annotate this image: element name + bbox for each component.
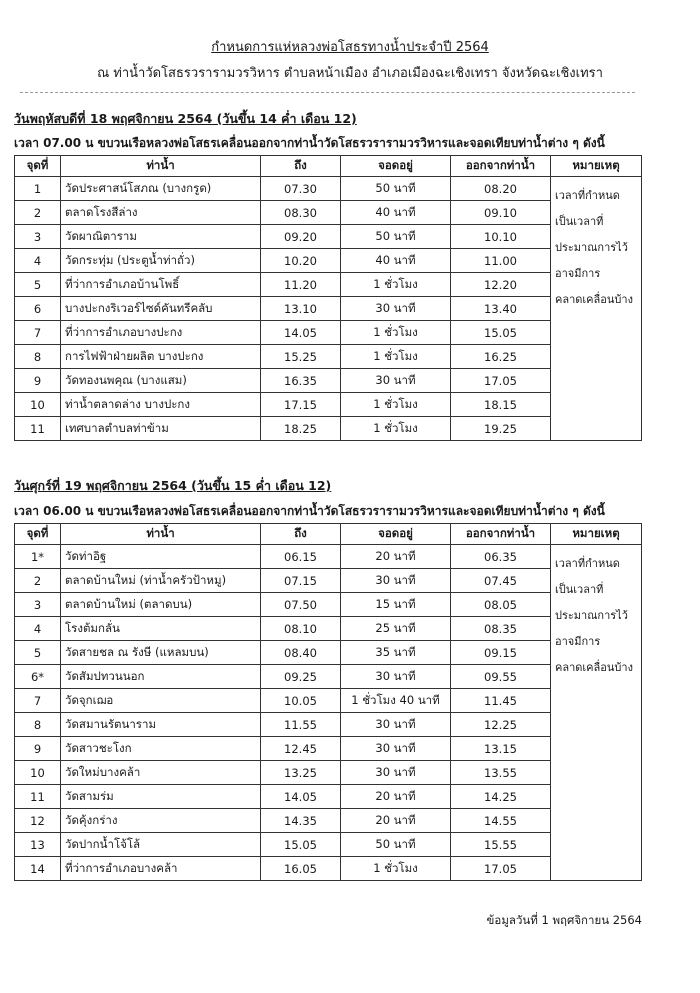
table-cell: ท่าน้ำตลาดล่าง บางปะกง bbox=[61, 393, 261, 417]
table-header-row bbox=[15, 524, 642, 545]
table-row bbox=[15, 569, 642, 593]
table-cell: 14.05 bbox=[261, 785, 341, 809]
table-row bbox=[15, 201, 642, 225]
table-cell: 10 bbox=[15, 761, 61, 785]
table-cell: วัดสาวชะโงก bbox=[61, 737, 261, 761]
table-cell: วัดประศาสน์โสภณ (บางกรูด) bbox=[61, 177, 261, 201]
table-cell: 13.10 bbox=[261, 297, 341, 321]
table-cell: วัดทองนพคุณ (บางแสม) bbox=[61, 369, 261, 393]
table-cell: 10 bbox=[15, 393, 61, 417]
table-cell: 09.25 bbox=[261, 665, 341, 689]
table-row bbox=[15, 857, 642, 881]
table-cell: 30 นาที bbox=[341, 761, 451, 785]
table-cell: 15 นาที bbox=[341, 593, 451, 617]
table-row bbox=[15, 369, 642, 393]
table-cell: 06.15 bbox=[261, 545, 341, 569]
table-cell: 13.25 bbox=[261, 761, 341, 785]
table-cell: 1 ชั่วโมง bbox=[341, 393, 451, 417]
table-cell: วัดสามร่ม bbox=[61, 785, 261, 809]
table-cell: 11.55 bbox=[261, 713, 341, 737]
table-cell: 9 bbox=[15, 369, 61, 393]
remark-line: อาจมีการ bbox=[555, 267, 601, 280]
table-cell: 11.45 bbox=[451, 689, 551, 713]
table-cell: 9 bbox=[15, 737, 61, 761]
column-header: ท่าน้ำ bbox=[61, 156, 261, 177]
table-cell: 1 ชั่วโมง bbox=[341, 273, 451, 297]
table-cell: 50 นาที bbox=[341, 225, 451, 249]
table-cell: 50 นาที bbox=[341, 833, 451, 857]
day2-intro: เวลา 06.00 น ขบวนเรือหลวงพ่อโสธรเคลื่อนออกจากท่าน้ำวัดโสธรวรารามวรวิหารและจอดเทียบท่าน้ำต่าง ๆ ดังนี้ bbox=[14, 504, 605, 518]
table-cell: 1 ชั่วโมง bbox=[341, 857, 451, 881]
table-cell: 35 นาที bbox=[341, 641, 451, 665]
table-cell: 11.00 bbox=[451, 249, 551, 273]
remark-line: ประมาณการไว้ bbox=[555, 241, 628, 254]
column-header: หมายเหตุ bbox=[551, 156, 642, 177]
table-cell: 07.15 bbox=[261, 569, 341, 593]
table-cell: ตลาดโรงสีล่าง bbox=[61, 201, 261, 225]
table-cell: 30 นาที bbox=[341, 369, 451, 393]
table-cell: 5 bbox=[15, 641, 61, 665]
table-cell: เทศบาลตำบลท่าข้าม bbox=[61, 417, 261, 441]
remark-line: อาจมีการ bbox=[555, 635, 601, 648]
table-header-row bbox=[15, 156, 642, 177]
column-header: จุดที่ bbox=[15, 524, 61, 545]
table-row bbox=[15, 393, 642, 417]
table-cell: 1 ชั่วโมง bbox=[341, 321, 451, 345]
column-header: ออกจากท่าน้ำ bbox=[451, 156, 551, 177]
column-header: ท่าน้ำ bbox=[61, 524, 261, 545]
table-row bbox=[15, 617, 642, 641]
table-cell: ที่ว่าการอำเภอบางปะกง bbox=[61, 321, 261, 345]
table-cell: 11 bbox=[15, 417, 61, 441]
table-cell: 09.10 bbox=[451, 201, 551, 225]
table-cell: 16.35 bbox=[261, 369, 341, 393]
table-cell: วัดใหม่บางคล้า bbox=[61, 761, 261, 785]
table-cell: 08.05 bbox=[451, 593, 551, 617]
table-row bbox=[15, 665, 642, 689]
remark-line: เวลาที่กำหนด bbox=[555, 557, 620, 570]
remark-line: คลาดเคลื่อนบ้าง bbox=[555, 661, 633, 674]
table-cell: 12 bbox=[15, 809, 61, 833]
table-row bbox=[15, 177, 642, 201]
table-row bbox=[15, 249, 642, 273]
table-cell: ตลาดบ้านใหม่ (ตลาดบน) bbox=[61, 593, 261, 617]
table-cell: 6 bbox=[15, 297, 61, 321]
table-row bbox=[15, 321, 642, 345]
table-row bbox=[15, 593, 642, 617]
table-cell: วัดสัมปทวนนอก bbox=[61, 665, 261, 689]
table-cell: 6* bbox=[15, 665, 61, 689]
day1-schedule-table bbox=[14, 155, 642, 441]
table-cell: ที่ว่าการอำเภอบางคล้า bbox=[61, 857, 261, 881]
table-cell: 11 bbox=[15, 785, 61, 809]
table-cell: 8 bbox=[15, 713, 61, 737]
table-cell: 08.35 bbox=[451, 617, 551, 641]
column-header: จอดอยู่ bbox=[341, 156, 451, 177]
table-cell: 15.05 bbox=[451, 321, 551, 345]
table-cell: 1 bbox=[15, 177, 61, 201]
table-row bbox=[15, 225, 642, 249]
table-cell: 20 นาที bbox=[341, 809, 451, 833]
table-cell: 1 ชั่วโมง bbox=[341, 417, 451, 441]
day2-heading: วันศุกร์ที่ 19 พฤศจิกายน 2564 (วันขึ้น 15 ค่ำ เดือน 12) bbox=[14, 478, 332, 493]
table-cell: วัดสายชล ณ รังษี (แหลมบน) bbox=[61, 641, 261, 665]
table-cell: วัดกระทุ่ม (ประตูน้ำท่าถั่ว) bbox=[61, 249, 261, 273]
table-cell: 3 bbox=[15, 593, 61, 617]
table-cell: วัดคุ้งกร่าง bbox=[61, 809, 261, 833]
table-cell: 20 นาที bbox=[341, 785, 451, 809]
table-cell: 16.05 bbox=[261, 857, 341, 881]
table-cell: 07.45 bbox=[451, 569, 551, 593]
column-header: หมายเหตุ bbox=[551, 524, 642, 545]
table-cell: 40 นาที bbox=[341, 201, 451, 225]
table-cell: 13.55 bbox=[451, 761, 551, 785]
table-cell: 17.15 bbox=[261, 393, 341, 417]
day1-heading: วันพฤหัสบดีที่ 18 พฤศจิกายน 2564 (วันขึ้น 14 ค่ำ เดือน 12) bbox=[14, 111, 357, 126]
table-cell: 8 bbox=[15, 345, 61, 369]
divider bbox=[20, 92, 635, 93]
table-cell: 10.20 bbox=[261, 249, 341, 273]
table-row bbox=[15, 417, 642, 441]
remark-line: เวลาที่กำหนด bbox=[555, 189, 620, 202]
table-row bbox=[15, 297, 642, 321]
table-cell: 12.45 bbox=[261, 737, 341, 761]
table-cell: 12.20 bbox=[451, 273, 551, 297]
column-header: จุดที่ bbox=[15, 156, 61, 177]
table-cell: ตลาดบ้านใหม่ (ท่าน้ำครัวป้าหมู) bbox=[61, 569, 261, 593]
table-cell: 30 นาที bbox=[341, 737, 451, 761]
table-cell: 14.55 bbox=[451, 809, 551, 833]
table-cell: การไฟฟ้าฝ่ายผลิต บางปะกง bbox=[61, 345, 261, 369]
table-cell: ที่ว่าการอำเภอบ้านโพธิ์ bbox=[61, 273, 261, 297]
table-cell: วัดท่าอิฐ bbox=[61, 545, 261, 569]
day1-intro: เวลา 07.00 น ขบวนเรือหลวงพ่อโสธรเคลื่อนออกจากท่าน้ำวัดโสธรวรารามวรวิหารและจอดเทียบท่าน้ำต่าง ๆ ดังนี้ bbox=[14, 136, 605, 150]
table-cell: บางปะกงริเวอร์ไซด์คันทรีคลับ bbox=[61, 297, 261, 321]
table-row bbox=[15, 809, 642, 833]
table-cell: วัดสมานรัตนาราม bbox=[61, 713, 261, 737]
table-cell: 18.15 bbox=[451, 393, 551, 417]
table-cell: 10.10 bbox=[451, 225, 551, 249]
day2-schedule-table bbox=[14, 523, 642, 881]
column-header: ถึง bbox=[261, 156, 341, 177]
table-cell: 50 นาที bbox=[341, 177, 451, 201]
table-cell: 08.20 bbox=[451, 177, 551, 201]
data-date-note: ข้อมูลวันที่ 1 พฤศจิกายน 2564 bbox=[486, 913, 642, 927]
table-row bbox=[15, 545, 642, 569]
document-title: กำหนดการแห่หลวงพ่อโสธรทางน้ำประจำปี 2564 bbox=[211, 40, 489, 55]
table-cell: 17.05 bbox=[451, 369, 551, 393]
table-cell: 5 bbox=[15, 273, 61, 297]
remark-cell bbox=[551, 177, 642, 441]
table-row bbox=[15, 761, 642, 785]
table-cell: 3 bbox=[15, 225, 61, 249]
table-cell: 15.05 bbox=[261, 833, 341, 857]
table-cell: 16.25 bbox=[451, 345, 551, 369]
table-cell: 30 นาที bbox=[341, 569, 451, 593]
table-cell: 14.05 bbox=[261, 321, 341, 345]
table-cell: 10.05 bbox=[261, 689, 341, 713]
table-cell: 4 bbox=[15, 249, 61, 273]
table-row bbox=[15, 737, 642, 761]
table-cell: 13.15 bbox=[451, 737, 551, 761]
table-cell: 4 bbox=[15, 617, 61, 641]
table-cell: 15.55 bbox=[451, 833, 551, 857]
table-cell: 15.25 bbox=[261, 345, 341, 369]
table-row bbox=[15, 345, 642, 369]
table-cell: 14.25 bbox=[451, 785, 551, 809]
table-cell: โรงต้มกลั่น bbox=[61, 617, 261, 641]
table-cell: 06.35 bbox=[451, 545, 551, 569]
table-cell: 1* bbox=[15, 545, 61, 569]
table-cell: 19.25 bbox=[451, 417, 551, 441]
remark-line: เป็นเวลาที่ bbox=[555, 583, 604, 596]
table-cell: 11.20 bbox=[261, 273, 341, 297]
table-cell: 12.25 bbox=[451, 713, 551, 737]
table-cell: 13.40 bbox=[451, 297, 551, 321]
table-cell: 30 นาที bbox=[341, 713, 451, 737]
remark-cell bbox=[551, 545, 642, 881]
table-row bbox=[15, 689, 642, 713]
column-header: ออกจากท่าน้ำ bbox=[451, 524, 551, 545]
table-cell: 1 ชั่วโมง bbox=[341, 345, 451, 369]
remark-line: เป็นเวลาที่ bbox=[555, 215, 604, 228]
remark-line: คลาดเคลื่อนบ้าง bbox=[555, 293, 633, 306]
table-cell: 14 bbox=[15, 857, 61, 881]
column-header: จอดอยู่ bbox=[341, 524, 451, 545]
table-cell: วัดผาณิตาราม bbox=[61, 225, 261, 249]
table-cell: 30 นาที bbox=[341, 297, 451, 321]
table-cell: 7 bbox=[15, 321, 61, 345]
table-row bbox=[15, 785, 642, 809]
table-cell: 20 นาที bbox=[341, 545, 451, 569]
table-row bbox=[15, 833, 642, 857]
table-cell: 17.05 bbox=[451, 857, 551, 881]
table-row bbox=[15, 713, 642, 737]
table-row bbox=[15, 273, 642, 297]
table-cell: 1 ชั่วโมง 40 นาที bbox=[341, 689, 451, 713]
table-cell: 07.30 bbox=[261, 177, 341, 201]
table-cell: 09.20 bbox=[261, 225, 341, 249]
table-cell: 18.25 bbox=[261, 417, 341, 441]
table-cell: 30 นาที bbox=[341, 665, 451, 689]
table-cell: 13 bbox=[15, 833, 61, 857]
table-cell: 7 bbox=[15, 689, 61, 713]
table-cell: 08.40 bbox=[261, 641, 341, 665]
table-cell: 07.50 bbox=[261, 593, 341, 617]
table-cell: 25 นาที bbox=[341, 617, 451, 641]
remark-line: ประมาณการไว้ bbox=[555, 609, 628, 622]
table-cell: วัดจุกเฌอ bbox=[61, 689, 261, 713]
column-header: ถึง bbox=[261, 524, 341, 545]
table-cell: 09.55 bbox=[451, 665, 551, 689]
table-cell: 09.15 bbox=[451, 641, 551, 665]
table-cell: 2 bbox=[15, 569, 61, 593]
table-row bbox=[15, 641, 642, 665]
document-subtitle: ณ ท่าน้ำวัดโสธรวรารามวรวิหาร ตำบลหน้าเมือง อำเภอเมืองฉะเชิงเทรา จังหวัดฉะเชิงเทรา bbox=[97, 66, 603, 81]
table-cell: 14.35 bbox=[261, 809, 341, 833]
table-cell: 08.30 bbox=[261, 201, 341, 225]
table-cell: 08.10 bbox=[261, 617, 341, 641]
table-cell: 2 bbox=[15, 201, 61, 225]
table-cell: วัดปากน้ำโจ้โล้ bbox=[61, 833, 261, 857]
table-cell: 40 นาที bbox=[341, 249, 451, 273]
